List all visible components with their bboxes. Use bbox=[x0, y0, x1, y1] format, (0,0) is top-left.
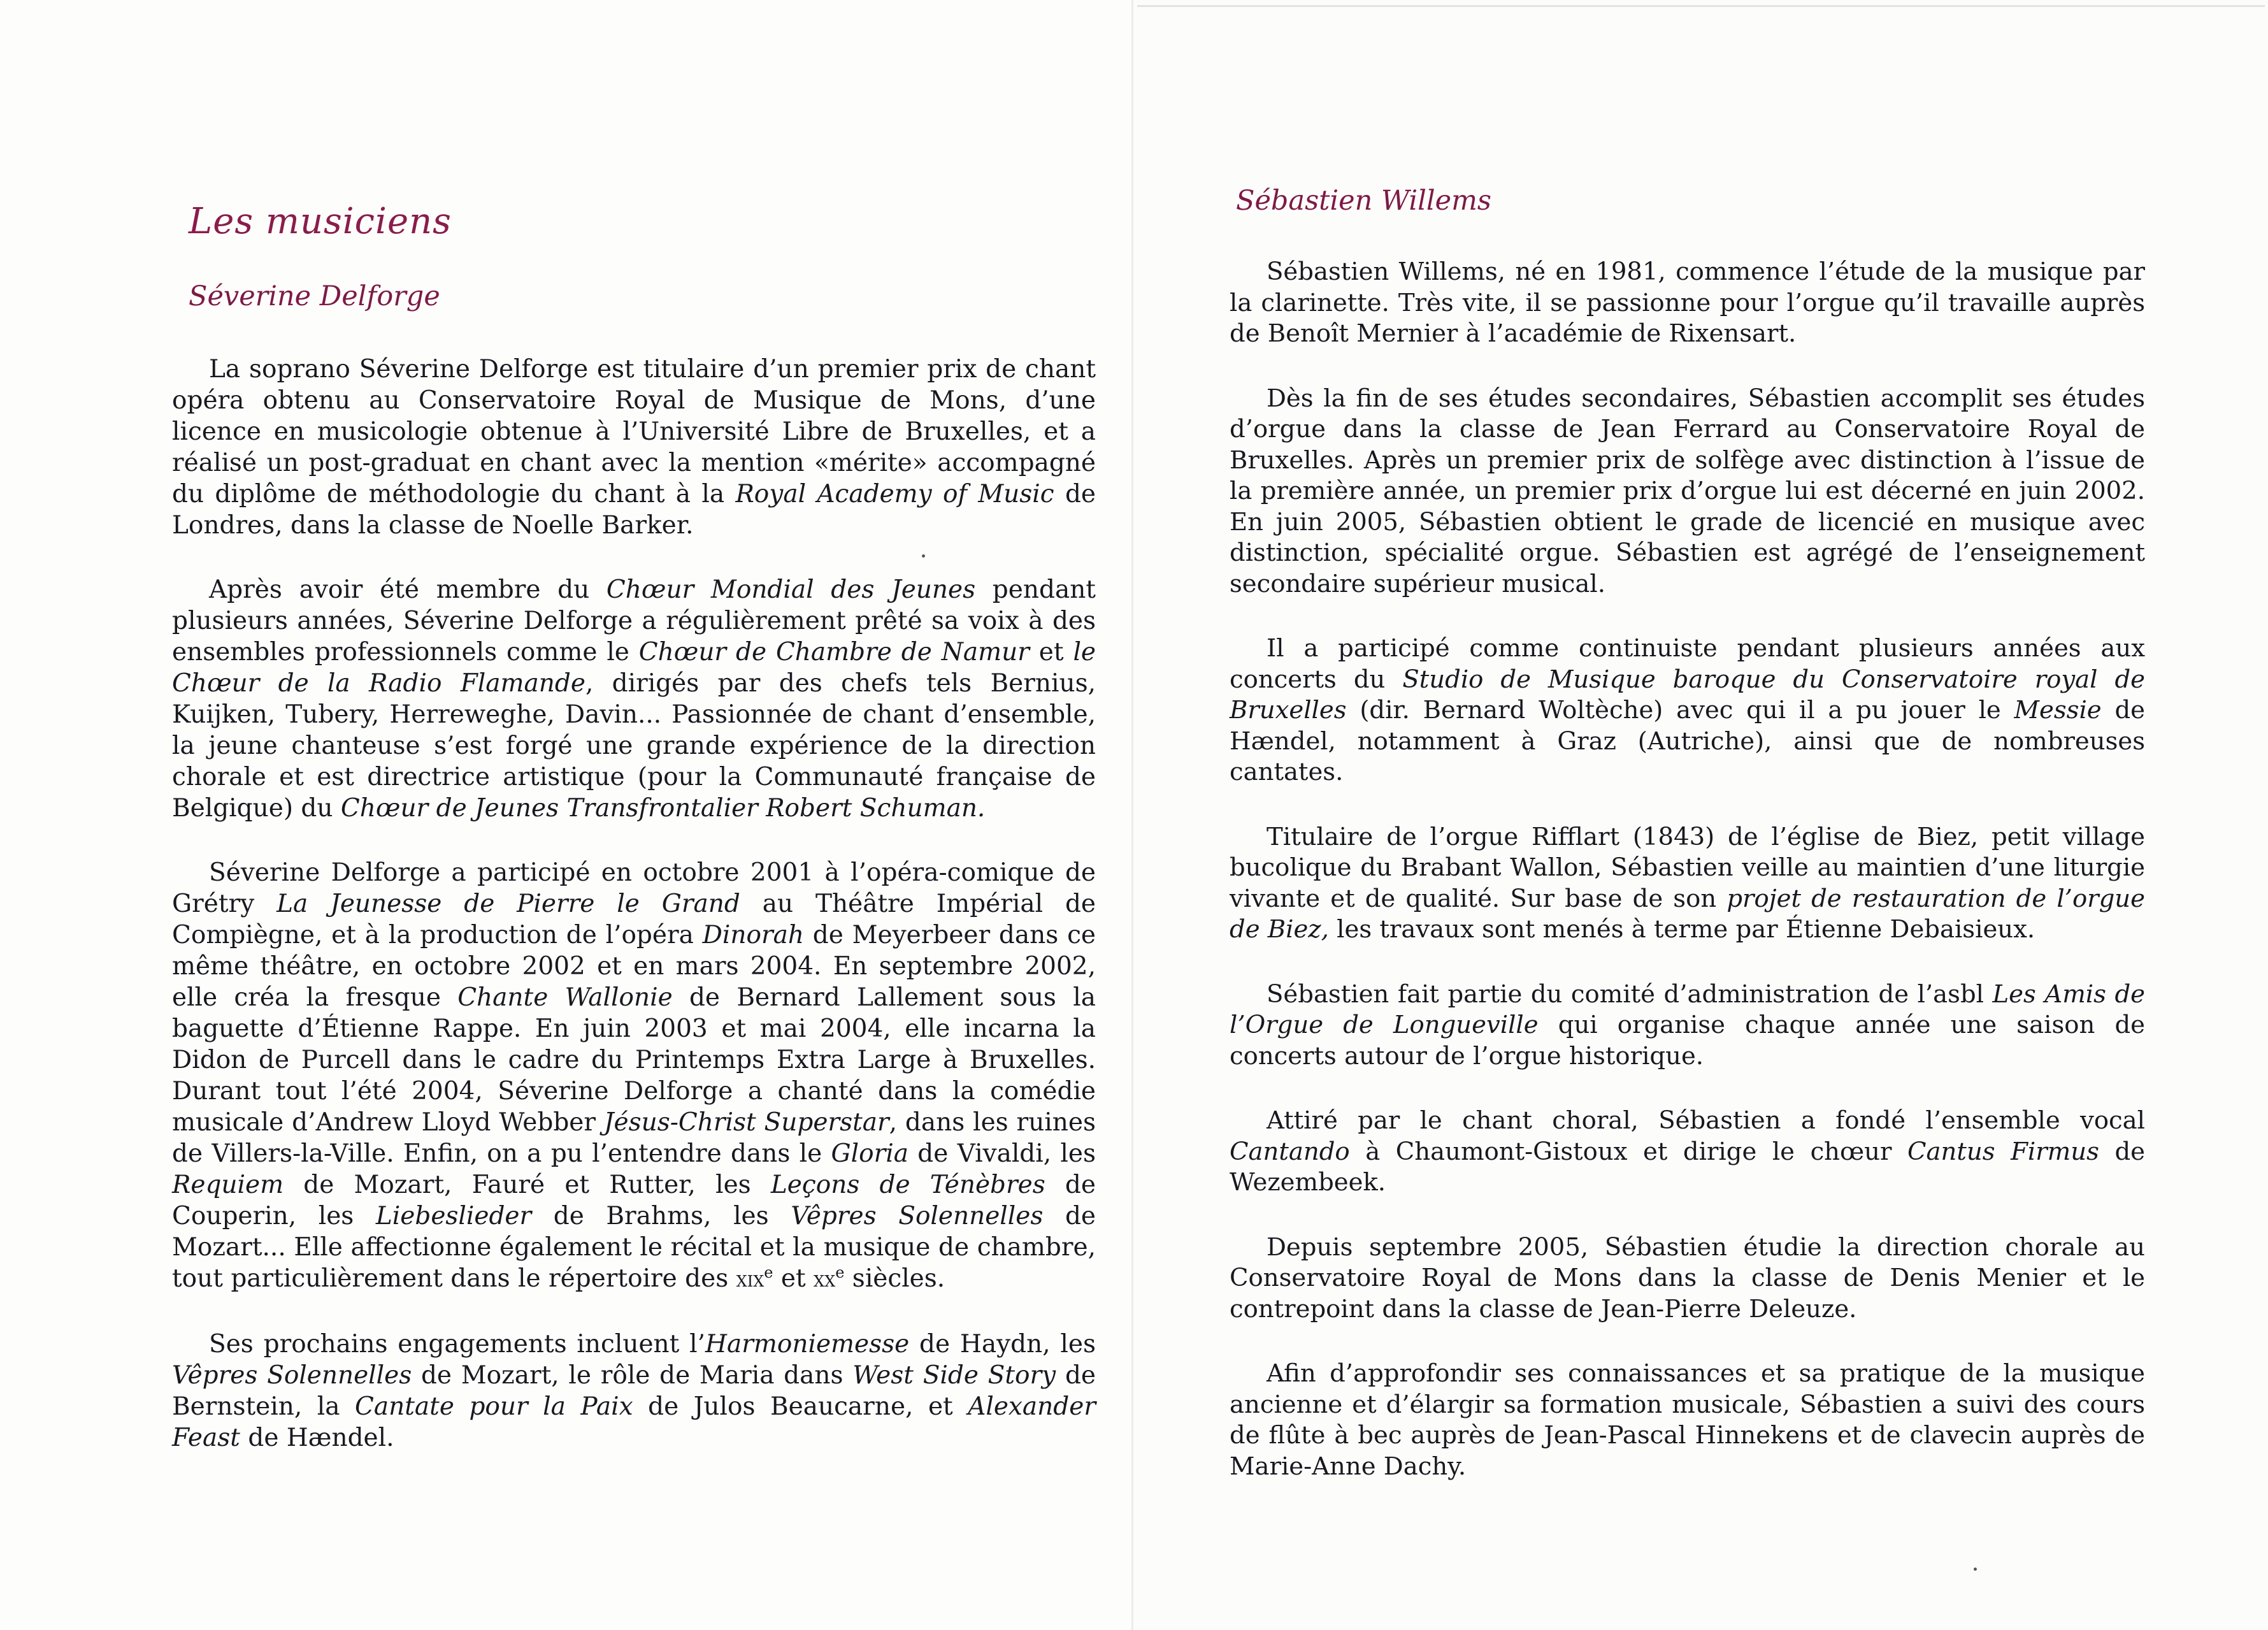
musician-name-sebastien: Sébastien Willems bbox=[1236, 185, 1491, 217]
paragraph-text: Depuis septembre 2005, Sébastien étudie la direction chorale au Conservatoire Royal de Mons dans la classe de Denis Menier et le contrepoint dans la classe de Jean-Pierre Deleuze. bbox=[1230, 1232, 2145, 1323]
italic-title: Alexander Feast bbox=[172, 1392, 1096, 1452]
biography-sebastien bbox=[1230, 257, 2145, 1516]
biography-paragraph bbox=[172, 574, 1096, 824]
italic-title: Harmoniemesse bbox=[705, 1330, 910, 1359]
paragraph-text: de Hændel. bbox=[240, 1424, 394, 1452]
italic-title: Les Amis de l’Orgue de Longueville bbox=[1230, 979, 2145, 1039]
italic-title: Cantando bbox=[1230, 1137, 1350, 1166]
paragraph-text: de Mozart... Elle affectionne également le récital et la musique de chambre, tout particulièrement dans le répertoire des bbox=[172, 1202, 1096, 1293]
musician-name-severine: Séverine Delforge bbox=[189, 280, 440, 312]
italic-title: Liebeslieder bbox=[375, 1202, 532, 1230]
paragraph-text: à Chaumont-Gistoux et dirige le chœur bbox=[1349, 1137, 1908, 1166]
paragraph-text: Il a participé comme continuiste pendant plusieurs années aux concerts du bbox=[1230, 634, 2145, 694]
italic-title: Vêpres Solennelles bbox=[791, 1202, 1044, 1230]
italic-title: Dinorah bbox=[702, 921, 805, 949]
paragraph-text: et bbox=[773, 1264, 814, 1293]
biography-paragraph bbox=[1230, 979, 2145, 1072]
italic-title: Studio de Musique baroque du Conservatoire royal de Bruxelles bbox=[1230, 665, 2145, 725]
paragraph-text: pendant plusieurs années, Séverine Delforge a régulièrement prêté sa voix à des ensembles professionnels comme le bbox=[172, 575, 1096, 667]
page-fold bbox=[1131, 0, 1133, 1630]
paragraph-text: de Hændel, notamment à Graz (Autriche), ainsi que de nombreuses cantates. bbox=[1230, 696, 2145, 786]
italic-title: Chœur Mondial des Jeunes bbox=[606, 575, 976, 604]
italic-title: Chœur de Jeunes Transfrontalier Robert Schuman. bbox=[340, 794, 986, 823]
paragraph-text: de Mozart, le rôle de Maria dans bbox=[412, 1361, 853, 1390]
paragraph-text: de Julos Beaucarne, et bbox=[633, 1392, 968, 1421]
biography-severine bbox=[172, 354, 1096, 1487]
italic-title: Royal Academy of Music bbox=[735, 480, 1054, 508]
paragraph-text: de Bernstein, la bbox=[172, 1361, 1096, 1421]
paragraph-text: de Bernard Lallement sous la baguette d’Étienne Rappe. En juin 2003 et mai 2004, elle incarna la Didon de Purcell dans le cadre du Printemps Extra Large à Bruxelles. Durant tout l’été 2004, Séverine Delforge a chanté dans la comédie musicale d’Andrew Lloyd Webber bbox=[172, 983, 1096, 1137]
paragraph-text: Séverine Delforge a participé en octobre 2001 à l’opéra-comique de Grétry bbox=[172, 858, 1096, 918]
paragraph-text: Ses prochains engagements incluent l’ bbox=[209, 1330, 705, 1359]
paragraph-text: et bbox=[1029, 638, 1073, 667]
italic-title: Requiem bbox=[172, 1171, 284, 1199]
superscript: e bbox=[764, 1264, 773, 1281]
biography-paragraph bbox=[1230, 633, 2145, 788]
paragraph-text: au Théâtre Impérial de Compiègne, et à la production de l’opéra bbox=[172, 890, 1096, 949]
paragraph-text: Sébastien fait partie du comité d’administration de l’asbl bbox=[1267, 979, 1993, 1009]
paragraph-text: de Mozart, Fauré et Rutter, les bbox=[284, 1171, 771, 1199]
biography-paragraph bbox=[172, 354, 1096, 541]
italic-title: West Side Story bbox=[852, 1361, 1056, 1390]
biography-paragraph bbox=[1230, 257, 2145, 350]
biography-paragraph bbox=[1230, 822, 2145, 946]
biography-paragraph bbox=[172, 1329, 1096, 1453]
italic-title: Messie bbox=[2014, 696, 2102, 725]
paragraph-text: de Haydn, les bbox=[909, 1330, 1096, 1359]
superscript: e bbox=[835, 1264, 845, 1281]
paragraph-text: Après avoir été membre du bbox=[209, 575, 606, 604]
italic-title: Leçons de Ténèbres bbox=[770, 1171, 1045, 1199]
italic-title: Chœur de Chambre de Namur bbox=[638, 638, 1030, 667]
paragraph-text: qui organise chaque année une saison de concerts autour de l’orgue historique. bbox=[1230, 1011, 2146, 1071]
paragraph-text: Sébastien Willems, né en 1981, commence l’étude de la musique par la clarinette. Très vite, il se passionne pour l’orgue qu’il travaille auprès de Benoît Mernier à l’académie de Rixensart. bbox=[1230, 257, 2145, 348]
italic-title: La Jeunesse de Pierre le Grand bbox=[276, 890, 740, 918]
biography-paragraph bbox=[1230, 1359, 2145, 1482]
paragraph-text: de Londres, dans la classe de Noelle Barker. bbox=[172, 480, 1096, 540]
paragraph-text: (dir. Bernard Woltèche) avec qui il a pu jouer le bbox=[1346, 696, 2014, 725]
italic-title: Cantate pour la Paix bbox=[355, 1392, 633, 1421]
italic-title: projet de restauration de l’orgue de Biez, bbox=[1230, 884, 2145, 944]
biography-paragraph bbox=[172, 857, 1096, 1295]
paragraph-text: La soprano Séverine Delforge est titulaire d’un premier prix de chant opéra obtenu au Conservatoire Royal de Musique de Mons, d’une licence en musicologie obtenue à l’Université Libre de Bruxelles, et a réalisé un post-graduat en chant avec la mention «mérite» accompagné du diplôme de méthodologie du chant à la bbox=[172, 355, 1096, 508]
italic-title: Chante Wallonie bbox=[457, 983, 673, 1012]
paper-speck bbox=[922, 554, 925, 558]
paragraph-text: les travaux sont menés à terme par Étienne Debaisieux. bbox=[1328, 915, 2035, 944]
paragraph-text: de Vivaldi, les bbox=[908, 1139, 1096, 1168]
century-numeral: xix bbox=[736, 1267, 764, 1292]
paragraph-text: siècles. bbox=[844, 1264, 945, 1293]
italic-title: Vêpres Solennelles bbox=[172, 1361, 412, 1390]
biography-paragraph bbox=[1230, 1232, 2145, 1325]
italic-title: Jésus-Christ Superstar bbox=[603, 1108, 889, 1137]
page-top-edge bbox=[1137, 5, 2265, 7]
section-title: Les musiciens bbox=[189, 201, 452, 242]
paragraph-text: de Wezembeek. bbox=[1230, 1137, 2145, 1197]
paragraph-text: Attiré par le chant choral, Sébastien a fondé l’ensemble vocal bbox=[1267, 1106, 2145, 1135]
century-numeral: xx bbox=[814, 1267, 836, 1292]
paragraph-text: de Couperin, les bbox=[172, 1171, 1096, 1230]
italic-title: le Chœur de la Radio Flamande bbox=[172, 638, 1096, 698]
italic-title: Gloria bbox=[831, 1139, 908, 1168]
paragraph-text: de Brahms, les bbox=[531, 1202, 791, 1230]
paper-speck bbox=[1974, 1568, 1977, 1571]
paragraph-text: Afin d’approfondir ses connaissances et sa pratique de la musique ancienne et d’élargir sa formation musicale, Sébastien a suivi des cours de flûte à bec auprès de Jean-Pascal Hinnekens et de clavecin auprès de Marie-Anne Dachy. bbox=[1230, 1359, 2145, 1481]
paragraph-text: , dirigés par des chefs tels Bernius, Kuijken, Tubery, Herreweghe, Davin... Passionnée de chant d’ensemble, la jeune chanteuse s’est forgé une grande expérience de la direction chorale et est directrice artistique (pour la Communauté française de Belgique) du bbox=[172, 669, 1096, 823]
paragraph-text: de Meyerbeer dans ce même théâtre, en octobre 2002 et en mars 2004. En septembre 2002, elle créa la fresque bbox=[172, 921, 1096, 1012]
paragraph-text: Titulaire de l’orgue Rifflart (1843) de l’église de Biez, petit village bucolique du Brabant Wallon, Sébastien veille au maintien d’une liturgie vivante et de qualité. Sur base de son bbox=[1230, 822, 2145, 913]
biography-paragraph bbox=[1230, 1106, 2145, 1199]
biography-paragraph bbox=[1230, 384, 2145, 600]
paragraph-text: Dès la fin de ses études secondaires, Sébastien accomplit ses études d’orgue dans la classe de Jean Ferrard au Conservatoire Royal de Bruxelles. Après un premier prix de solfège avec distinction à l’issue de la première année, un premier prix d’orgue lui est décerné en juin 2002. En juin 2005, Sébastien obtient le grade de licencié en musique avec distinction, spécialité orgue. Sébastien est agrégé de l’enseignement secondaire supérieur musical. bbox=[1230, 384, 2145, 598]
italic-title: Cantus Firmus bbox=[1907, 1137, 2099, 1166]
paragraph-text: , dans les ruines de Villers-la-Ville. Enfin, on a pu l’entendre dans le bbox=[172, 1108, 1096, 1168]
